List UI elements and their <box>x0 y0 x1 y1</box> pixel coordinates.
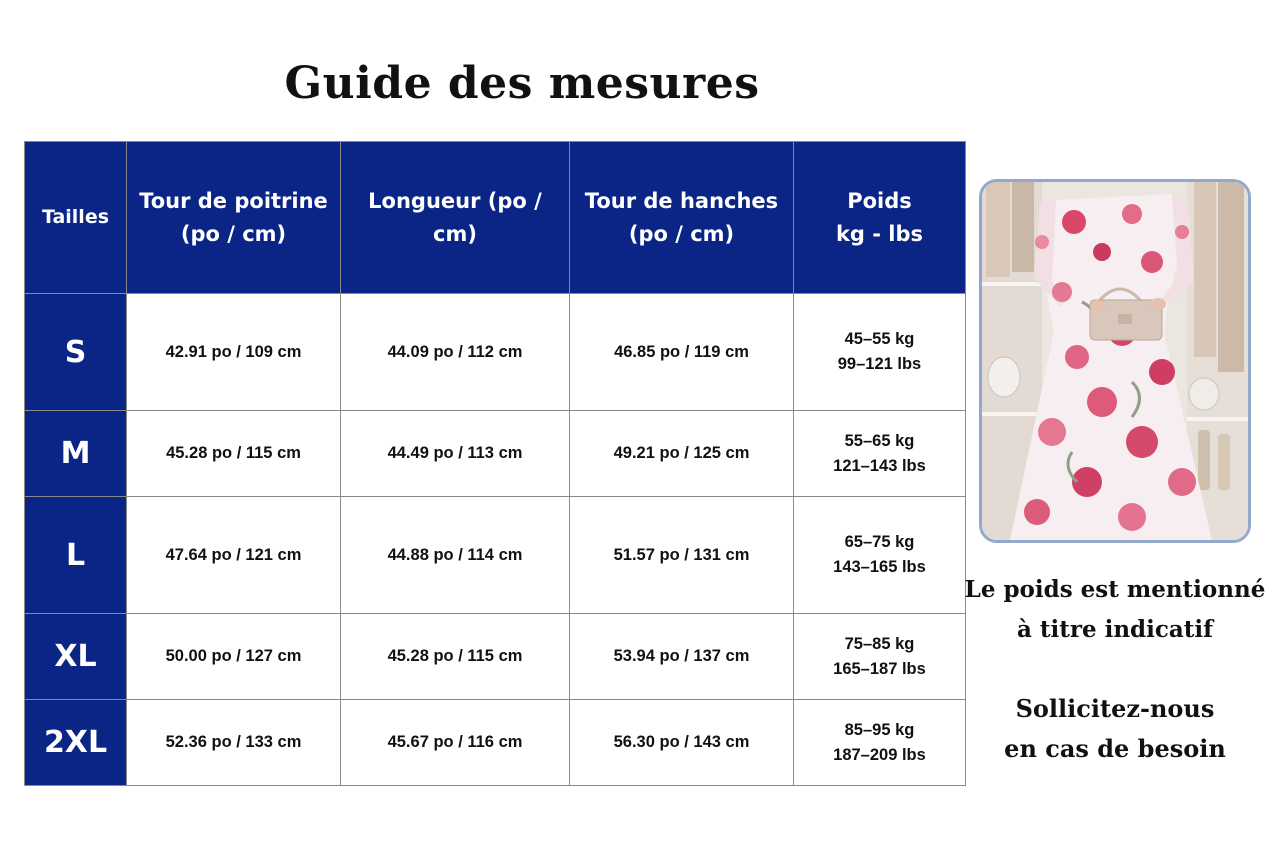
header-weight-line1: Poids <box>847 188 912 213</box>
contact-note <box>960 689 1270 769</box>
chest-value: 45.28 po / 115 cm <box>127 411 341 497</box>
size-chart-table <box>24 141 966 786</box>
contact-note-line1: Sollicitez-nous <box>1015 694 1215 723</box>
size-label: L <box>25 497 127 614</box>
weight-lbs: 143–165 lbs <box>833 558 926 576</box>
header-weight-line2: kg - lbs <box>835 221 924 246</box>
header-sizes: Tailles <box>25 142 127 294</box>
chest-value: 47.64 po / 121 cm <box>127 497 341 614</box>
weight-value <box>794 411 966 497</box>
hips-value: 46.85 po / 119 cm <box>570 294 794 411</box>
header-chest-line2: (po / cm) <box>180 221 287 246</box>
contact-note-line2: en cas de besoin <box>1004 734 1226 763</box>
table-row <box>25 614 966 700</box>
header-length <box>341 142 570 294</box>
weight-value <box>794 294 966 411</box>
length-value: 44.88 po / 114 cm <box>341 497 570 614</box>
header-hips <box>570 142 794 294</box>
length-value: 44.49 po / 113 cm <box>341 411 570 497</box>
product-photo <box>979 179 1251 543</box>
header-weight <box>794 142 966 294</box>
hips-value: 56.30 po / 143 cm <box>570 700 794 786</box>
weight-lbs: 187–209 lbs <box>833 745 926 764</box>
chest-value: 50.00 po / 127 cm <box>127 614 341 700</box>
chest-value: 42.91 po / 109 cm <box>127 294 341 411</box>
table-row <box>25 497 966 614</box>
header-hips-line2: (po / cm) <box>628 221 735 246</box>
length-value: 44.09 po / 112 cm <box>341 294 570 411</box>
weight-kg: 55–65 kg <box>844 431 915 450</box>
weight-disclaimer-line1: Le poids est mentionné <box>964 576 1266 603</box>
weight-value <box>794 497 966 614</box>
weight-kg: 45–55 kg <box>844 330 915 348</box>
table-row <box>25 700 966 786</box>
size-label: XL <box>25 614 127 700</box>
hips-value: 51.57 po / 131 cm <box>570 497 794 614</box>
size-label: 2XL <box>25 700 127 786</box>
table-row <box>25 294 966 411</box>
weight-disclaimer <box>960 570 1270 650</box>
table-header-row <box>25 142 966 294</box>
weight-disclaimer-line2: à titre indicatif <box>1016 616 1214 643</box>
size-label: M <box>25 411 127 497</box>
hips-value: 53.94 po / 137 cm <box>570 614 794 700</box>
weight-lbs: 165–187 lbs <box>833 659 926 678</box>
header-chest <box>127 142 341 294</box>
table-row <box>25 411 966 497</box>
weight-kg: 65–75 kg <box>844 533 915 551</box>
header-chest-line1: Tour de poitrine <box>139 188 328 213</box>
weight-value <box>794 614 966 700</box>
size-label: S <box>25 294 127 411</box>
weight-kg: 85–95 kg <box>844 720 915 739</box>
weight-lbs: 121–143 lbs <box>833 456 926 475</box>
weight-value <box>794 700 966 786</box>
chest-value: 52.36 po / 133 cm <box>127 700 341 786</box>
hips-value: 49.21 po / 125 cm <box>570 411 794 497</box>
weight-kg: 75–85 kg <box>844 634 915 653</box>
length-value: 45.67 po / 116 cm <box>341 700 570 786</box>
weight-lbs: 99–121 lbs <box>837 355 922 373</box>
page-title: Guide des mesures <box>284 58 760 109</box>
header-hips-line1: Tour de hanches <box>584 188 779 213</box>
header-length-line1: Longueur (po / <box>368 188 542 213</box>
length-value: 45.28 po / 115 cm <box>341 614 570 700</box>
dress-illustration <box>982 182 1248 540</box>
header-length-line2: cm) <box>433 221 477 246</box>
